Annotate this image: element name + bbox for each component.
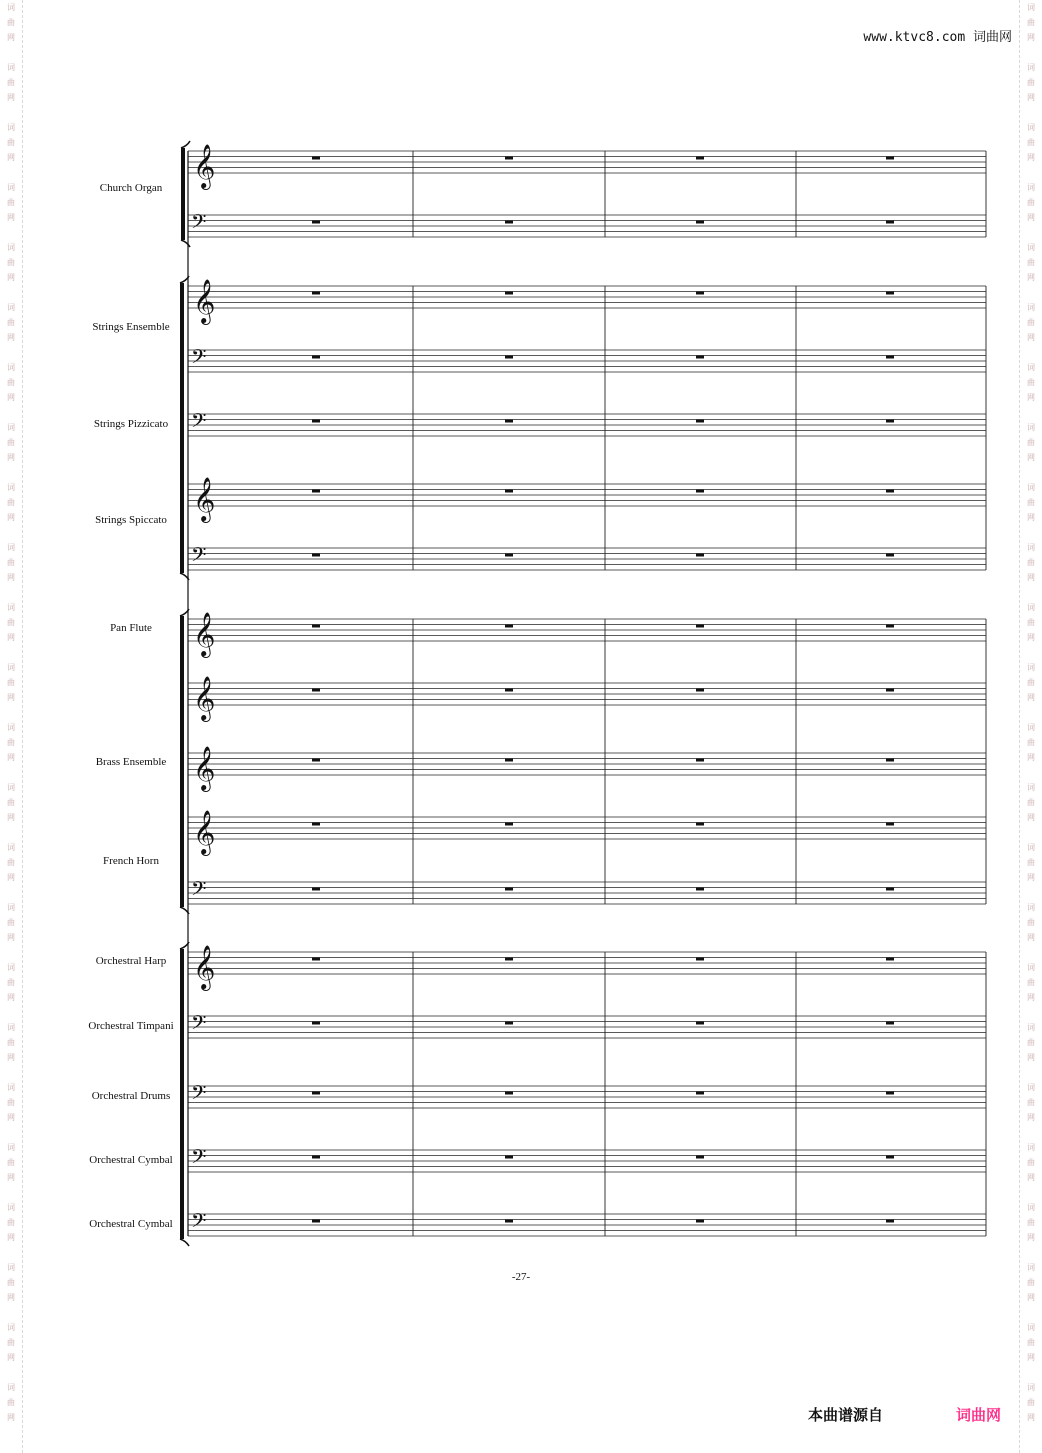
- page-number: -27-: [511, 1271, 531, 1283]
- watermark-glyph: 网: [7, 1113, 15, 1122]
- watermark-glyph: 词: [7, 303, 15, 312]
- whole-rest: [312, 689, 320, 692]
- treble-clef: 𝄞: [193, 144, 216, 188]
- watermark-glyph: 网: [7, 453, 15, 462]
- instrument-label: Strings Spiccato: [95, 514, 167, 526]
- treble-clef: 𝄞: [193, 676, 216, 720]
- whole-rest: [696, 1220, 704, 1223]
- watermark-glyph: 网: [7, 213, 15, 222]
- watermark-glyph: 网: [1027, 453, 1035, 462]
- whole-rest: [886, 157, 894, 160]
- watermark-glyph: 曲: [1027, 1338, 1035, 1347]
- whole-rest: [505, 759, 513, 762]
- watermark-glyph: 曲: [7, 1158, 15, 1167]
- watermark-glyph: 曲: [7, 858, 15, 867]
- watermark-glyph: 曲: [7, 1278, 15, 1287]
- whole-rest: [696, 1092, 704, 1095]
- whole-rest: [696, 1156, 704, 1159]
- instrument-label: Orchestral Cymbal: [89, 1154, 173, 1166]
- watermark-glyph: 词: [7, 843, 15, 852]
- watermark-glyph: 网: [7, 573, 15, 582]
- watermark-glyph: 曲: [7, 798, 15, 807]
- watermark-glyph: 网: [7, 813, 15, 822]
- watermark-glyph: 词: [1027, 1203, 1035, 1212]
- whole-rest: [505, 625, 513, 628]
- whole-rest: [505, 221, 513, 224]
- whole-rest: [505, 1092, 513, 1095]
- whole-rest: [505, 689, 513, 692]
- watermark-glyph: 词: [7, 183, 15, 192]
- watermark-glyph: 网: [7, 753, 15, 762]
- watermark-glyph: 词: [7, 1263, 15, 1272]
- watermark-glyph: 曲: [1027, 1038, 1035, 1047]
- watermark-glyph: 曲: [7, 1098, 15, 1107]
- whole-rest: [312, 292, 320, 295]
- watermark-glyph: 词: [1027, 723, 1035, 732]
- whole-rest: [696, 888, 704, 891]
- watermark-glyph: 曲: [1027, 858, 1035, 867]
- watermark-glyph: 词: [7, 363, 15, 372]
- watermark-glyph: 曲: [7, 1038, 15, 1047]
- whole-rest: [312, 823, 320, 826]
- whole-rest: [886, 1092, 894, 1095]
- watermark-glyph: 曲: [7, 498, 15, 507]
- whole-rest: [696, 759, 704, 762]
- whole-rest: [505, 554, 513, 557]
- watermark-glyph: 网: [1027, 1113, 1035, 1122]
- watermark-glyph: 词: [1027, 303, 1035, 312]
- watermark-glyph: 曲: [1027, 978, 1035, 987]
- watermark-glyph: 词: [7, 243, 15, 252]
- watermark-glyph: 词: [1027, 1023, 1035, 1032]
- bass-clef: 𝄢: [191, 543, 207, 571]
- whole-rest: [505, 1156, 513, 1159]
- watermark-glyph: 网: [1027, 1413, 1035, 1422]
- watermark-glyph: 曲: [1027, 138, 1035, 147]
- watermark-glyph: 曲: [1027, 1158, 1035, 1167]
- watermark-glyph: 词: [7, 903, 15, 912]
- instrument-label: Orchestral Timpani: [88, 1020, 174, 1032]
- watermark-glyph: 词: [1027, 543, 1035, 552]
- whole-rest: [886, 221, 894, 224]
- watermark-glyph: 曲: [1027, 678, 1035, 687]
- bracket-hook: [180, 1239, 189, 1246]
- instrument-label: Brass Ensemble: [95, 756, 167, 768]
- watermark-glyph: 词: [7, 123, 15, 132]
- watermark-glyph: 词: [1027, 423, 1035, 432]
- treble-clef: 𝄞: [193, 477, 216, 521]
- watermark-glyph: 网: [1027, 1353, 1035, 1362]
- watermark-glyph: 词: [1027, 1383, 1035, 1392]
- watermark-glyph: 曲: [1027, 738, 1035, 747]
- treble-clef: 𝄞: [193, 810, 216, 854]
- watermark-glyph: 网: [7, 153, 15, 162]
- watermark-glyph: 网: [7, 333, 15, 342]
- whole-rest: [886, 420, 894, 423]
- watermark-glyph: 词: [1027, 3, 1035, 12]
- watermark-glyph: 网: [1027, 933, 1035, 942]
- watermark-glyph: 曲: [7, 378, 15, 387]
- watermark-glyph: 曲: [7, 198, 15, 207]
- watermark-glyph: 曲: [7, 138, 15, 147]
- whole-rest: [312, 958, 320, 961]
- bass-clef: 𝄢: [191, 1145, 207, 1173]
- watermark-glyph: 曲: [1027, 498, 1035, 507]
- watermark-glyph: 网: [1027, 393, 1035, 402]
- watermark-glyph: 曲: [7, 258, 15, 267]
- watermark-glyph: 曲: [7, 1338, 15, 1347]
- bass-clef: 𝄢: [191, 1081, 207, 1109]
- watermark-glyph: 词: [1027, 663, 1035, 672]
- watermark-glyph: 网: [1027, 1053, 1035, 1062]
- whole-rest: [886, 1022, 894, 1025]
- watermark-glyph: 曲: [7, 918, 15, 927]
- instrument-label: Strings Ensemble: [92, 321, 170, 333]
- watermark-glyph: 网: [1027, 93, 1035, 102]
- whole-rest: [505, 823, 513, 826]
- watermark-glyph: 网: [7, 513, 15, 522]
- watermark-glyph: 曲: [1027, 258, 1035, 267]
- watermark-glyph: 词: [7, 3, 15, 12]
- watermark-glyph: 网: [7, 273, 15, 282]
- whole-rest: [312, 1156, 320, 1159]
- whole-rest: [696, 554, 704, 557]
- whole-rest: [886, 888, 894, 891]
- watermark-glyph: 网: [1027, 813, 1035, 822]
- watermark-glyph: 曲: [7, 18, 15, 27]
- watermark-glyph: 词: [1027, 63, 1035, 72]
- watermark-glyph: 曲: [7, 318, 15, 327]
- watermark-glyph: 词: [1027, 243, 1035, 252]
- site-header[interactable]: www.ktvc8.com 词曲网: [863, 30, 1012, 45]
- watermark-glyph: 网: [7, 873, 15, 882]
- watermark-glyph: 词: [1027, 1263, 1035, 1272]
- footer-source-label: 本曲谱源自: [808, 1406, 884, 1424]
- watermark-glyph: 网: [1027, 333, 1035, 342]
- watermark-glyph: 曲: [7, 78, 15, 87]
- watermark-glyph: 网: [7, 1353, 15, 1362]
- watermark-glyph: 网: [1027, 513, 1035, 522]
- watermark-glyph: 网: [7, 993, 15, 1002]
- watermark-glyph: 网: [7, 93, 15, 102]
- bass-clef: 𝄢: [191, 409, 207, 437]
- watermark-glyph: 曲: [1027, 1098, 1035, 1107]
- watermark-glyph: 词: [7, 783, 15, 792]
- whole-rest: [312, 759, 320, 762]
- watermark-glyph: 词: [7, 1203, 15, 1212]
- whole-rest: [886, 554, 894, 557]
- whole-rest: [696, 689, 704, 692]
- watermark-glyph: 词: [1027, 183, 1035, 192]
- bass-clef: 𝄢: [191, 1209, 207, 1237]
- watermark-glyph: 网: [7, 1233, 15, 1242]
- watermark-glyph: 网: [7, 1293, 15, 1302]
- watermark-glyph: 曲: [1027, 798, 1035, 807]
- watermark-glyph: 词: [7, 423, 15, 432]
- watermark-glyph: 词: [1027, 1083, 1035, 1092]
- watermark-glyph: 网: [1027, 1173, 1035, 1182]
- instrument-label: Strings Pizzicato: [93, 418, 169, 430]
- watermark-glyph: 词: [7, 483, 15, 492]
- watermark-glyph: 曲: [7, 558, 15, 567]
- watermark-glyph: 网: [1027, 273, 1035, 282]
- instrument-label: Orchestral Cymbal: [89, 1218, 173, 1230]
- watermark-glyph: 词: [1027, 963, 1035, 972]
- watermark-glyph: 词: [7, 543, 15, 552]
- whole-rest: [312, 356, 320, 359]
- watermark-glyph: 曲: [1027, 558, 1035, 567]
- whole-rest: [886, 1156, 894, 1159]
- whole-rest: [886, 625, 894, 628]
- watermark-glyph: 词: [1027, 603, 1035, 612]
- watermark-glyph: 词: [7, 723, 15, 732]
- whole-rest: [312, 1022, 320, 1025]
- whole-rest: [886, 823, 894, 826]
- watermark-glyph: 曲: [1027, 1398, 1035, 1407]
- group-bracket: [181, 148, 185, 240]
- whole-rest: [886, 958, 894, 961]
- watermark-glyph: 词: [7, 663, 15, 672]
- whole-rest: [886, 689, 894, 692]
- bass-clef: 𝄢: [191, 1011, 207, 1039]
- watermark-glyph: 曲: [1027, 198, 1035, 207]
- watermark-glyph: 曲: [7, 678, 15, 687]
- watermark-glyph: 网: [7, 693, 15, 702]
- whole-rest: [505, 292, 513, 295]
- whole-rest: [696, 625, 704, 628]
- whole-rest: [505, 420, 513, 423]
- whole-rest: [696, 292, 704, 295]
- bass-clef: 𝄢: [191, 877, 207, 905]
- whole-rest: [312, 625, 320, 628]
- whole-rest: [886, 1220, 894, 1223]
- instrument-label: French Horn: [103, 855, 159, 867]
- watermark-glyph: 网: [7, 1053, 15, 1062]
- whole-rest: [312, 554, 320, 557]
- whole-rest: [312, 157, 320, 160]
- whole-rest: [312, 221, 320, 224]
- instrument-label: Church Organ: [99, 182, 163, 194]
- watermark-glyph: 词: [1027, 783, 1035, 792]
- bass-clef: 𝄢: [191, 210, 207, 238]
- treble-clef: 𝄞: [193, 279, 216, 323]
- watermark-glyph: 词: [1027, 903, 1035, 912]
- whole-rest: [505, 888, 513, 891]
- watermark-glyph: 曲: [7, 978, 15, 987]
- watermark-glyph: 曲: [7, 1398, 15, 1407]
- whole-rest: [505, 157, 513, 160]
- whole-rest: [505, 356, 513, 359]
- watermark-glyph: 曲: [1027, 1278, 1035, 1287]
- watermark-glyph: 词: [1027, 1323, 1035, 1332]
- watermark-glyph: 网: [1027, 573, 1035, 582]
- watermark-glyph: 曲: [1027, 1218, 1035, 1227]
- whole-rest: [312, 420, 320, 423]
- whole-rest: [886, 292, 894, 295]
- watermark-glyph: 曲: [7, 1218, 15, 1227]
- watermark-glyph: 曲: [7, 738, 15, 747]
- watermark-glyph: 曲: [1027, 78, 1035, 87]
- bass-clef: 𝄢: [191, 345, 207, 373]
- treble-clef: 𝄞: [193, 945, 216, 989]
- whole-rest: [696, 221, 704, 224]
- whole-rest: [312, 490, 320, 493]
- whole-rest: [886, 356, 894, 359]
- watermark-glyph: 网: [1027, 873, 1035, 882]
- watermark-glyph: 词: [1027, 123, 1035, 132]
- instrument-label: Orchestral Drums: [91, 1090, 171, 1102]
- watermark-glyph: 词: [7, 1323, 15, 1332]
- whole-rest: [886, 759, 894, 762]
- whole-rest: [312, 1092, 320, 1095]
- whole-rest: [696, 1022, 704, 1025]
- watermark-glyph: 词: [7, 963, 15, 972]
- whole-rest: [505, 1022, 513, 1025]
- watermark-glyph: 网: [7, 393, 15, 402]
- watermark-glyph: 词: [7, 1023, 15, 1032]
- watermark-glyph: 曲: [1027, 318, 1035, 327]
- watermark-glyph: 曲: [7, 438, 15, 447]
- whole-rest: [696, 157, 704, 160]
- whole-rest: [505, 958, 513, 961]
- watermark-glyph: 词: [1027, 1143, 1035, 1152]
- whole-rest: [696, 823, 704, 826]
- watermark-glyph: 词: [7, 63, 15, 72]
- watermark-glyph: 网: [7, 33, 15, 42]
- whole-rest: [696, 356, 704, 359]
- treble-clef: 𝄞: [193, 746, 216, 790]
- whole-rest: [505, 1220, 513, 1223]
- watermark-glyph: 词: [7, 603, 15, 612]
- watermark-glyph: 词: [7, 1143, 15, 1152]
- watermark-glyph: 词: [7, 1083, 15, 1092]
- watermark-glyph: 网: [1027, 633, 1035, 642]
- whole-rest: [696, 420, 704, 423]
- watermark-glyph: 网: [7, 1413, 15, 1422]
- instrument-label: Orchestral Harp: [95, 955, 167, 967]
- bracket-hook: [181, 141, 190, 148]
- watermark-glyph: 网: [1027, 213, 1035, 222]
- watermark-glyph: 曲: [7, 618, 15, 627]
- watermark-glyph: 网: [7, 1173, 15, 1182]
- footer-site-link[interactable]: 词曲网: [956, 1406, 1002, 1424]
- watermark-glyph: 词: [7, 1383, 15, 1392]
- watermark-glyph: 曲: [1027, 378, 1035, 387]
- watermark-glyph: 网: [1027, 1233, 1035, 1242]
- whole-rest: [312, 888, 320, 891]
- watermark-glyph: 曲: [1027, 618, 1035, 627]
- watermark-glyph: 网: [1027, 153, 1035, 162]
- instrument-label: Pan Flute: [110, 622, 152, 634]
- whole-rest: [886, 490, 894, 493]
- treble-clef: 𝄞: [193, 612, 216, 656]
- watermark-glyph: 词: [1027, 363, 1035, 372]
- whole-rest: [312, 1220, 320, 1223]
- watermark-glyph: 网: [1027, 993, 1035, 1002]
- whole-rest: [696, 958, 704, 961]
- watermark-glyph: 曲: [1027, 18, 1035, 27]
- watermark-glyph: 网: [1027, 1293, 1035, 1302]
- watermark-glyph: 网: [1027, 693, 1035, 702]
- whole-rest: [505, 490, 513, 493]
- watermark-glyph: 曲: [1027, 438, 1035, 447]
- watermark-glyph: 网: [7, 933, 15, 942]
- watermark-glyph: 网: [1027, 33, 1035, 42]
- watermark-glyph: 网: [1027, 753, 1035, 762]
- watermark-glyph: 曲: [1027, 918, 1035, 927]
- watermark-glyph: 词: [1027, 843, 1035, 852]
- watermark-glyph: 词: [1027, 483, 1035, 492]
- bracket-hook: [181, 240, 190, 247]
- whole-rest: [696, 490, 704, 493]
- watermark-glyph: 网: [7, 633, 15, 642]
